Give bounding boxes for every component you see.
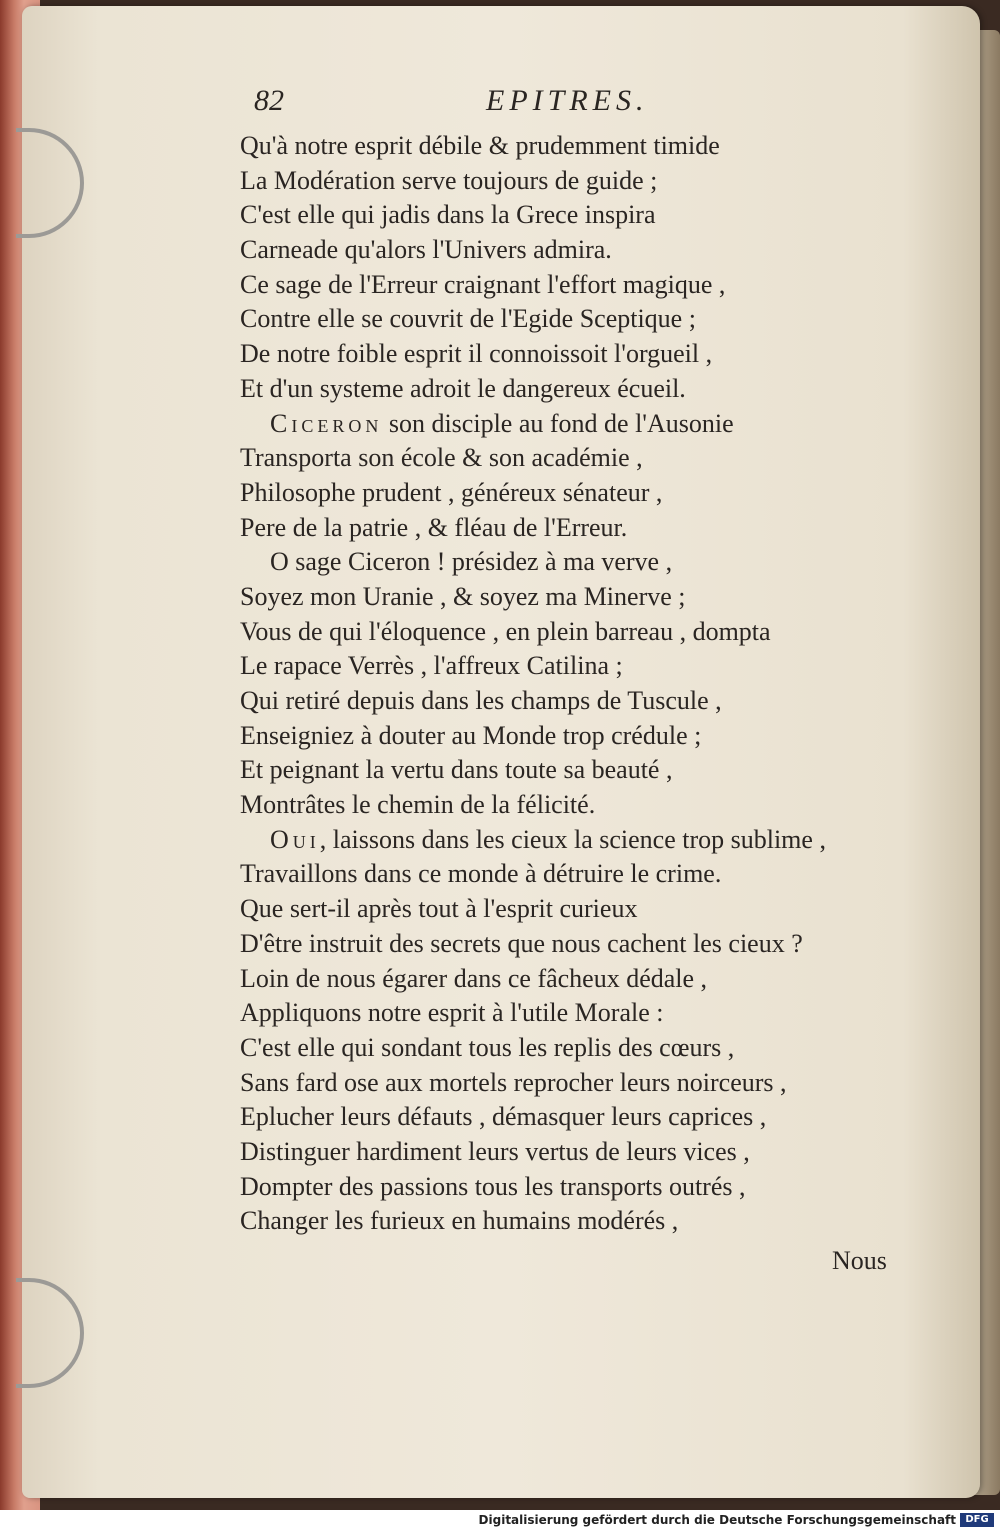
verse-line [240,649,900,684]
verse-text: Contre elle se couvrit de l'Egide Sceptique ; [240,304,696,334]
verse-text: Qu'à notre esprit débile & prudemment timide [240,131,720,160]
verse-line [240,580,900,615]
verse-text: Loin de nous égarer dans ce fâcheux dédale , [240,963,708,993]
verse-line [240,511,900,546]
verse-lead-word: Ciceron [270,408,383,438]
catchword: Nous [832,1246,887,1275]
verse-line [240,164,900,199]
verse-line [240,302,900,337]
verse-text: D'être instruit des secrets que nous cachent les cieux ? [240,928,803,958]
verse-line [240,1204,900,1239]
verse-line [240,823,900,858]
verse-line [240,1100,900,1135]
verse-text: Dompter des passions tous les transports outrés , [240,1171,746,1201]
verse-line [240,892,900,927]
verse-line [240,684,900,719]
verse-text: Vous de qui l'éloquence , en plein barreau , dompta [240,616,771,646]
verse-text: Pere de la patrie , & fléau de l'Erreur. [240,512,628,542]
verse-text: C'est elle qui sondant tous les replis des cœurs , [240,1032,735,1062]
verse-text: Sans fard ose aux mortels reprocher leurs noirceurs , [240,1067,787,1097]
verse-text: Et d'un systeme adroit le dangereux écueil. [240,373,686,403]
verse-line [240,476,900,511]
verse-line [240,1135,900,1170]
verse-line [240,1066,900,1101]
verse-text: Enseigniez à douter au Monde trop crédule ; [240,720,702,750]
verse-lead-word: Oui [270,824,320,854]
verse-line [240,1170,900,1205]
verse-text: De notre foible esprit il connoissoit l'orgueil , [240,339,713,369]
verse-text: Carneade qu'alors l'Univers admira. [240,235,612,265]
verse-line [240,198,900,233]
verse-text: Changer les furieux en humains modérés , [240,1206,679,1236]
page-header [254,84,694,120]
verse-line [240,407,900,442]
verse-line [240,372,900,407]
verse-text: , laissons dans les cieux la science trop sublime , [319,824,826,854]
page-clip-top [16,128,84,238]
verse-text: C'est elle qui jadis dans la Grece inspira [240,200,656,230]
verse-text: Que sert-il après tout à l'esprit curieux [240,894,638,924]
verse-text: Appliquons notre esprit à l'utile Morale : [240,998,664,1028]
page-number: 82 [254,84,284,117]
verse-line [240,1031,900,1066]
verse-text: La Modération serve toujours de guide ; [240,165,658,195]
verse-text: Montrâtes le chemin de la félicité. [240,790,596,820]
running-head: EPITRES. [486,84,649,117]
book-page [22,6,980,1498]
verse-line [240,857,900,892]
verse-text: O sage Ciceron ! présidez à ma verve , [270,547,673,577]
verse-line [240,615,900,650]
verse-line [240,962,900,997]
verse-line [240,996,900,1031]
verse-line [240,788,900,823]
verse-text: Philosophe prudent , généreux sénateur , [240,477,663,507]
verse-text: Le rapace Verrès , l'affreux Catilina ; [240,651,623,681]
verse-line [240,129,900,164]
verse-line [240,927,900,962]
dfg-logo: DFG [960,1513,994,1527]
verse-line [240,441,900,476]
verse-text: Travaillons dans ce monde à détruire le crime. [240,859,722,889]
verse-text: Et peignant la vertu dans toute sa beauté , [240,755,673,785]
poem-text [240,129,900,1239]
verse-text: Qui retiré depuis dans les champs de Tuscule , [240,686,722,715]
verse-text: Transporta son école & son académie , [240,443,643,473]
digitization-footer [0,1510,1000,1531]
verse-text: son disciple au fond de l'Ausonie [382,408,734,438]
verse-line [240,545,900,580]
footer-credit: Digitalisierung gefördert durch die Deutsche Forschungsgemeinschaft [478,1513,956,1527]
page-clip-bottom [16,1278,84,1388]
verse-text: Eplucher leurs défauts , démasquer leurs caprices , [240,1102,767,1132]
verse-line [240,719,900,754]
verse-line [240,753,900,788]
verse-line [240,337,900,372]
verse-line [240,233,900,268]
verse-text: Ce sage de l'Erreur craignant l'effort magique , [240,269,726,299]
verse-text: Soyez mon Uranie , & soyez ma Minerve ; [240,581,686,611]
verse-text: Distinguer hardiment leurs vertus de leurs vices , [240,1136,750,1166]
verse-line [240,268,900,303]
